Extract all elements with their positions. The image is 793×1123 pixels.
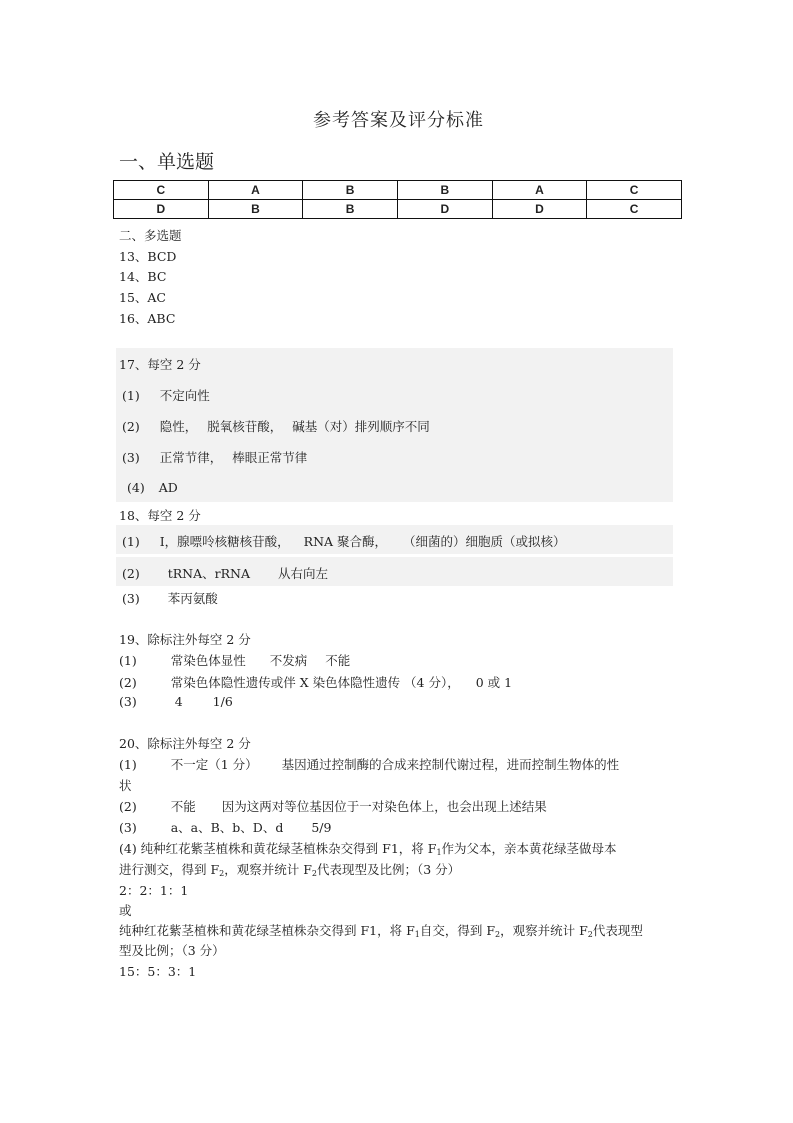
q17-answer-2 (122, 417, 430, 435)
answer-number: (4) (127, 480, 145, 495)
answer-text: 不能 (170, 799, 196, 814)
multi-choice-answer: 13、BCD (119, 249, 177, 264)
answer-text: ，观察并统计 F (224, 862, 312, 877)
answer-text: (4) 纯种红花紫茎植株和黄花绿茎植株杂交得到 F1，将 F (119, 841, 437, 856)
table-row (114, 181, 682, 200)
answer-cell: C (114, 181, 209, 200)
q20-ratio-1: 2：2：1：1 (119, 883, 189, 898)
answer-text: 1/6 (212, 694, 233, 709)
answer-cell: D (492, 200, 587, 219)
answer-text: 从右向左 (277, 566, 328, 581)
q20-answer-4 (119, 839, 617, 857)
answer-cell: B (397, 181, 492, 200)
subscript: 2 (495, 930, 501, 939)
answer-text: 常染色体显性 (170, 653, 246, 668)
answer-number: (3) (119, 694, 137, 709)
q20-answer-2 (119, 797, 547, 815)
answer-cell: D (397, 200, 492, 219)
q20-heading: 20、除标注外每空 2 分 (119, 736, 251, 751)
answer-number: (2) (122, 419, 140, 434)
answer-text: 代表现型及比例；（3 分） (317, 862, 461, 877)
answer-text: 不能 (325, 653, 351, 668)
answer-text: 0 或 1 (475, 675, 513, 690)
answer-text: 4 (174, 694, 183, 709)
q19-answer-1 (119, 651, 350, 669)
answer-cell: B (303, 200, 398, 219)
answer-cell: B (303, 181, 398, 200)
answer-text: 不定向性 (159, 388, 210, 403)
section-single-choice-heading: 一、单选题 (119, 151, 215, 173)
q18-heading: 18、每空 2 分 (119, 508, 201, 523)
answer-text: a、a、B、b、D、d (170, 820, 284, 835)
answer-text: 棒眼正常节律 (232, 450, 308, 465)
subscript: 2 (219, 869, 225, 878)
answer-number: (1) (122, 534, 140, 549)
answer-text: 作为父本，亲本黄花绿茎做母本 (441, 841, 617, 856)
single-choice-answer-table (113, 180, 682, 219)
answer-text: 碱基（对）排列顺序不同 (292, 419, 430, 434)
answer-cell: A (492, 181, 587, 200)
answer-text: 因为这两对等位基因位于一对染色体上，也会出现上述结果 (221, 799, 547, 814)
q17-answer-3 (122, 448, 307, 466)
multi-choice-answer: 14、BC (119, 269, 167, 284)
answer-number: (1) (122, 388, 140, 403)
q20-answer-4-alt (119, 921, 643, 939)
q17-answer-1 (122, 386, 210, 404)
multi-choice-answer: 16、ABC (119, 311, 176, 326)
answer-text: 正常节律， (159, 450, 223, 465)
answer-cell: C (587, 200, 682, 219)
q20-ratio-2: 15：5：3：1 (119, 964, 197, 979)
answer-number: (1) (119, 757, 137, 772)
answer-text: 进行测交，得到 F (119, 862, 220, 877)
answer-text: 5/9 (311, 820, 332, 835)
q18-answer-3 (122, 589, 218, 607)
subscript: 1 (414, 930, 420, 939)
answer-text: 不一定（1 分） (170, 757, 258, 772)
q18-answer-2 (122, 564, 328, 582)
section-multi-choice-heading: 二、多选题 (119, 228, 182, 243)
answer-number: (3) (119, 820, 137, 835)
subscript: 2 (587, 930, 593, 939)
q19-answer-2 (119, 673, 512, 691)
answer-text: 不发病 (269, 653, 308, 668)
q18-answer-1 (122, 532, 566, 550)
answer-text: 自交，得到 F (419, 923, 495, 938)
answer-text: RNA 聚合酶， (303, 534, 388, 549)
answer-text: 脱氧核苷酸， (207, 419, 283, 434)
q20-or: 或 (119, 903, 132, 918)
answer-number: (2) (122, 566, 140, 581)
answer-cell: B (208, 200, 303, 219)
answer-text: Ⅰ，腺嘌呤核糖核苷酸， (159, 534, 290, 549)
answer-number: (2) (119, 799, 137, 814)
answer-text: 苯丙氨酸 (167, 591, 218, 606)
subscript: 1 (436, 848, 442, 857)
answer-cell: C (587, 181, 682, 200)
answer-number: (1) (119, 653, 137, 668)
q20-answer-4-alt-continued: 型及比例；（3 分） (119, 943, 225, 958)
answer-text: 代表现型 (592, 923, 643, 938)
answer-number: (3) (122, 591, 140, 606)
q19-heading: 19、除标注外每空 2 分 (119, 632, 251, 647)
table-row (114, 200, 682, 219)
answer-cell: A (208, 181, 303, 200)
subscript: 2 (311, 869, 317, 878)
q20-answer-1 (119, 755, 619, 773)
q20-answer-4-continued (119, 860, 460, 878)
q20-answer-3 (119, 818, 331, 836)
answer-text: 基因通过控制酶的合成来控制代谢过程，进而控制生物体的性 (281, 757, 620, 772)
multi-choice-answer: 15、AC (119, 290, 166, 305)
page-title: 参考答案及评分标准 (313, 110, 484, 131)
answer-text: AD (158, 480, 178, 495)
answer-text: 纯种红花紫茎植株和黄花绿茎植株杂交得到 F1，将 F (119, 923, 415, 938)
answer-text: ，观察并统计 F (500, 923, 588, 938)
answer-text: tRNA、rRNA (167, 566, 250, 581)
answer-number: (2) (119, 675, 137, 690)
q17-heading: 17、每空 2 分 (119, 357, 201, 372)
answer-cell: D (114, 200, 209, 219)
q20-answer-1-continued: 状 (119, 778, 132, 793)
answer-text: 常染色体隐性遗传或伴 X 染色体隐性遗传 （4 分）， (170, 675, 460, 690)
answer-text: 隐性， (159, 419, 198, 434)
answer-text: （细菌的）细胞质（或拟核） (403, 534, 566, 549)
q19-answer-3 (119, 694, 233, 709)
answer-number: (3) (122, 450, 140, 465)
q17-answer-4 (127, 480, 178, 495)
